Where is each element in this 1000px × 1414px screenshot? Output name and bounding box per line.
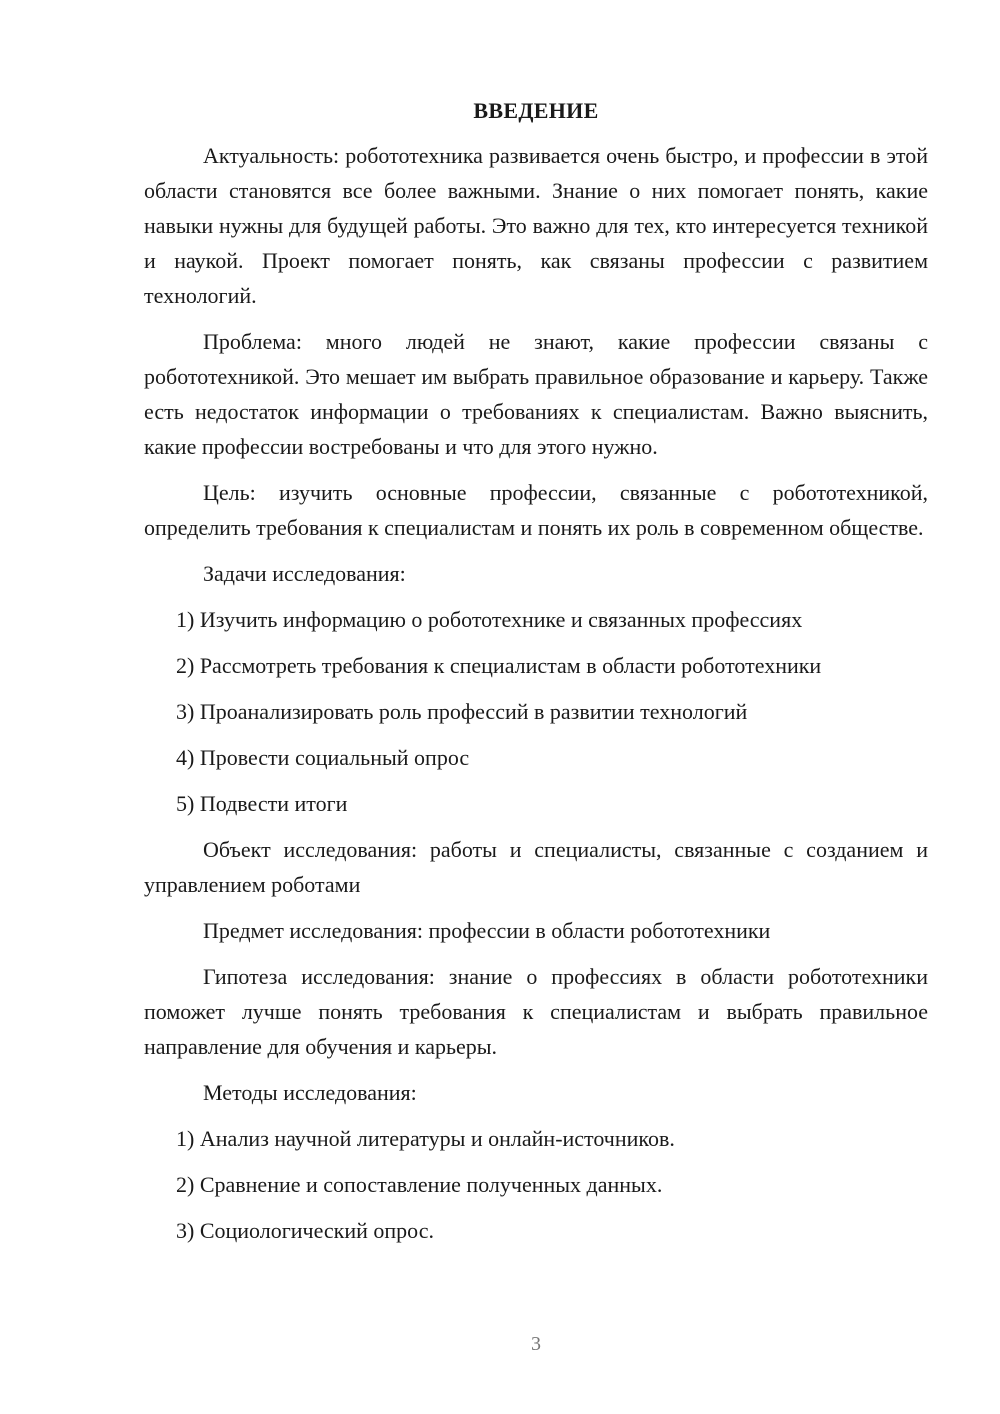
hypothesis-paragraph: Гипотеза исследования: знание о профессиях в области робототехники поможет лучше понять требования к специалистам и выбрать правильное направление для обучения и карьеры. [144,964,928,1059]
methods-label: Методы исследования: [203,1080,417,1105]
task-item: 3) Проанализировать роль профессий в развитии технологий [176,699,748,724]
page-content [144,96,928,1259]
goal-paragraph: Цель: изучить основные профессии, связанные с робототехникой, определить требования к специалистам и понять их роль в современном обществе. [144,480,928,540]
relevance-paragraph: Актуальность: робототехника развивается очень быстро, и профессии в этой области становятся все более важными. Знание о них помогает понять, какие навыки нужны для будущей работы. Это важно для тех, кто интересуется техникой и наукой. Проект помогает понять, как связаны профессии с развитием технологий. [144,143,928,308]
method-item: 3) Социологический опрос. [176,1218,434,1243]
subject-paragraph: Предмет исследования: профессии в области робототехники [203,918,771,943]
task-item: 2) Рассмотреть требования к специалистам в области робототехники [176,653,822,678]
method-item: 2) Сравнение и сопоставление полученных данных. [176,1172,663,1197]
method-item: 1) Анализ научной литературы и онлайн-источников. [176,1126,675,1151]
task-item: 5) Подвести итоги [176,791,348,816]
section-title: ВВЕДЕНИЕ [473,98,599,123]
task-item: 1) Изучить информацию о робототехнике и связанных профессиях [176,607,803,632]
methods-list [144,1121,928,1248]
object-paragraph: Объект исследования: работы и специалисты, связанные с созданием и управлением роботами [144,837,928,897]
tasks-label: Задачи исследования: [203,561,406,586]
problem-paragraph: Проблема: много людей не знают, какие профессии связаны с робототехникой. Это мешает им выбрать правильное образование и карьеру. Также есть недостаток информации о требованиях к специалистам. Важно выяснить, какие профессии востребованы и что для этого нужно. [144,329,928,459]
task-item: 4) Провести социальный опрос [176,745,470,770]
tasks-list [144,602,928,821]
page-number: 3 [531,1333,541,1355]
